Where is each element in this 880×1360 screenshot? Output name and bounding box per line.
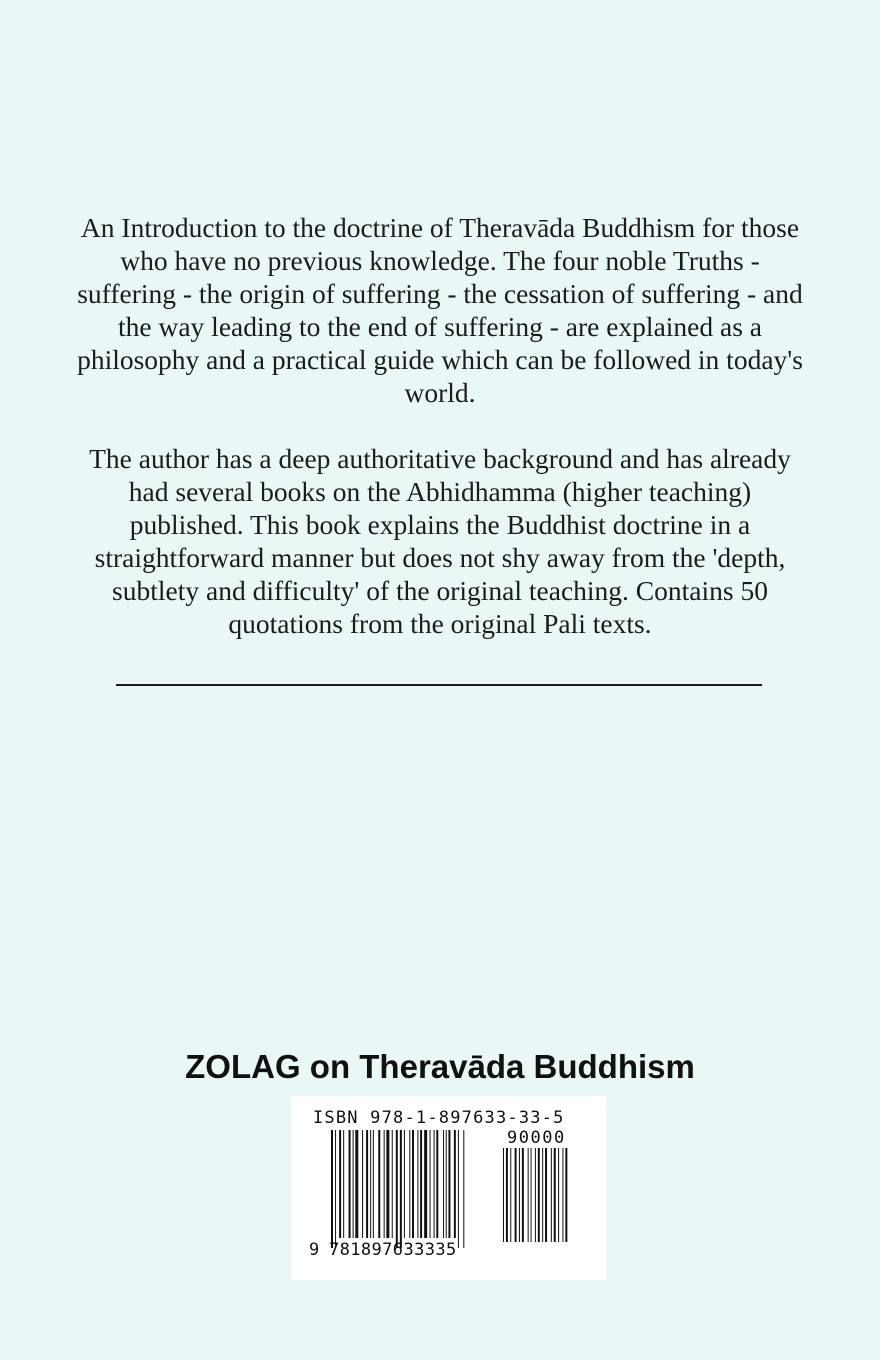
barcode-bar xyxy=(373,1130,374,1238)
addon-bar xyxy=(538,1148,540,1242)
barcode-bar xyxy=(353,1130,354,1238)
barcode-bar xyxy=(443,1130,444,1238)
addon-bar xyxy=(565,1148,567,1242)
addon-bar xyxy=(522,1148,524,1242)
barcode-bar xyxy=(339,1130,341,1238)
barcode-bar xyxy=(396,1130,398,1248)
barcode-bar xyxy=(362,1130,363,1238)
barcode-bar xyxy=(404,1130,405,1238)
description-paragraph-1: An Introduction to the doctrine of Theravāda Buddhism for those who have no previous knowledge. The four noble Truths - suffering - the origin of suffering - the cessation of suffering - and the way leading to the end of suffering - are explained as a philosophy and a practical guide which can be followed in today's world. xyxy=(77,212,803,408)
barcode-bar xyxy=(430,1130,431,1238)
barcode-bar xyxy=(384,1130,385,1238)
barcode-bar xyxy=(366,1130,368,1238)
series-title: ZOLAG on Theravāda Buddhism xyxy=(185,1048,695,1085)
barcode-bar xyxy=(378,1130,380,1238)
addon-bar xyxy=(545,1148,547,1242)
addon-bar xyxy=(535,1148,536,1242)
description-paragraph-2: The author has a deep authoritative background and has already had several books on the Abhidhamma (higher teaching) published. This book explains the Buddhist doctrine in a straightforward manner but does not shy away from the 'depth, subtlety and difficulty' of the original teaching. Contains 50 quotations from the original Pali texts. xyxy=(89,443,791,639)
barcode-bar xyxy=(400,1130,402,1248)
addon-bar xyxy=(503,1148,504,1242)
addon-bar xyxy=(554,1148,556,1242)
barcode-bar xyxy=(335,1130,336,1248)
barcode-bar xyxy=(412,1130,414,1238)
addon-bar xyxy=(519,1148,520,1242)
horizontal-divider xyxy=(116,684,762,686)
addon-bar xyxy=(506,1148,508,1242)
barcode-bar xyxy=(409,1130,410,1238)
addon-bar xyxy=(558,1148,559,1242)
addon-bar xyxy=(515,1148,517,1242)
addon-bar xyxy=(510,1148,511,1242)
addon-bar xyxy=(551,1148,552,1242)
addon-bar xyxy=(531,1148,532,1242)
isbn-barcode xyxy=(291,1096,606,1280)
barcode-bar xyxy=(463,1130,464,1248)
barcode-bar xyxy=(446,1130,447,1238)
addon-bar xyxy=(562,1148,563,1242)
barcode-bar xyxy=(386,1130,389,1238)
barcode-bar xyxy=(417,1130,418,1238)
barcode-bar xyxy=(331,1130,333,1248)
barcode-bar xyxy=(420,1130,422,1238)
barcode-main-digits: 781897633335 xyxy=(329,1240,457,1260)
addon-bar xyxy=(528,1148,529,1242)
barcode-bar xyxy=(436,1130,438,1238)
barcode-bar xyxy=(434,1130,435,1238)
barcode-bar xyxy=(424,1130,427,1238)
barcode-bar xyxy=(392,1130,393,1238)
barcode-bar xyxy=(343,1130,344,1238)
barcode-bar xyxy=(349,1130,351,1238)
barcode-lead-digit: 9 xyxy=(309,1240,320,1260)
barcode-bar xyxy=(370,1130,371,1238)
price-addon-digits: 90000 xyxy=(507,1128,566,1148)
barcode-bar xyxy=(448,1130,450,1238)
isbn-label: ISBN 978-1-897633-33-5 xyxy=(313,1108,565,1128)
barcode-bar xyxy=(355,1130,358,1238)
addon-bar xyxy=(542,1148,543,1242)
barcode-bar xyxy=(454,1130,456,1238)
barcode-bar xyxy=(458,1130,459,1248)
